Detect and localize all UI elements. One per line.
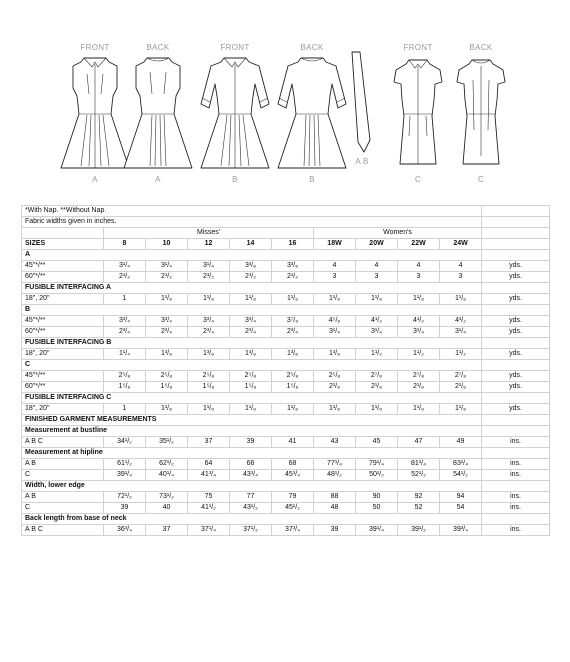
unit-cell bbox=[482, 393, 550, 404]
value-cell: 45¹/₂ bbox=[272, 503, 314, 514]
value-cell: 52¹/₂ bbox=[398, 470, 440, 481]
value-cell: 88 bbox=[314, 492, 356, 503]
row-label: 60"*/** bbox=[22, 327, 104, 338]
dress-view-b-back bbox=[278, 58, 346, 168]
value-cell: 1¹/₈ bbox=[146, 404, 188, 415]
section-label: A bbox=[22, 250, 482, 261]
value-cell: 2⁷/₈ bbox=[440, 371, 482, 382]
code-view-a-back: A bbox=[155, 175, 161, 184]
value-cell: 48¹/₂ bbox=[314, 470, 356, 481]
data-row bbox=[22, 382, 550, 393]
code-tie-belt: A B bbox=[355, 157, 369, 166]
value-cell: 1³/₈ bbox=[188, 349, 230, 360]
value-cell: 39¹/₂ bbox=[398, 525, 440, 536]
data-row bbox=[22, 404, 550, 415]
section-label: FUSIBLE INTERFACING C bbox=[22, 393, 482, 404]
code-view-c-back: C bbox=[477, 175, 485, 184]
size-header: 16 bbox=[272, 239, 314, 250]
size-header: 22W bbox=[398, 239, 440, 250]
unit-cell: yds. bbox=[482, 272, 550, 283]
code-view-c-front: C bbox=[414, 175, 422, 184]
row-label: C bbox=[22, 503, 104, 514]
value-cell: 37¹/₄ bbox=[188, 525, 230, 536]
data-row bbox=[22, 349, 550, 360]
data-row bbox=[22, 459, 550, 470]
value-cell: 41¹/₂ bbox=[188, 503, 230, 514]
value-cell: 2³/₄ bbox=[272, 327, 314, 338]
value-cell: 39 bbox=[230, 437, 272, 448]
value-cell: 1¹/₈ bbox=[356, 404, 398, 415]
section-label: Measurement at hipline bbox=[22, 448, 482, 459]
value-cell: 73¹/₂ bbox=[146, 492, 188, 503]
value-cell: 2⁷/₈ bbox=[398, 371, 440, 382]
value-cell: 1 bbox=[104, 294, 146, 305]
value-cell: 4 bbox=[356, 261, 398, 272]
section-row bbox=[22, 305, 550, 316]
group-spacer bbox=[22, 228, 104, 239]
unit-cell: ins. bbox=[482, 459, 550, 470]
unit-cell bbox=[482, 481, 550, 492]
value-cell: 4 bbox=[440, 261, 482, 272]
row-label: 18", 20" bbox=[22, 404, 104, 415]
size-header: 12 bbox=[188, 239, 230, 250]
yardage-chart bbox=[21, 205, 550, 536]
section-row bbox=[22, 338, 550, 349]
unit-cell: yds. bbox=[482, 294, 550, 305]
value-cell: 34¹/₂ bbox=[104, 437, 146, 448]
unit-cell bbox=[482, 283, 550, 294]
value-cell: 2³/₄ bbox=[230, 327, 272, 338]
value-cell: 1⁵/₈ bbox=[188, 382, 230, 393]
unit-header bbox=[482, 239, 550, 250]
value-cell: 2¹/₂ bbox=[104, 272, 146, 283]
value-cell: 90 bbox=[356, 492, 398, 503]
value-cell: 2¹/₈ bbox=[314, 382, 356, 393]
value-cell: 1¹/₂ bbox=[356, 349, 398, 360]
value-cell: 1³/₈ bbox=[314, 349, 356, 360]
value-cell: 2⁵/₈ bbox=[104, 371, 146, 382]
section-row bbox=[22, 481, 550, 492]
data-row bbox=[22, 470, 550, 481]
value-cell: 39 bbox=[314, 525, 356, 536]
label-back-b: BACK bbox=[300, 43, 324, 52]
value-cell: 49 bbox=[440, 437, 482, 448]
unit-cell: yds. bbox=[482, 316, 550, 327]
value-cell: 1¹/₈ bbox=[230, 294, 272, 305]
unit-cell: yds. bbox=[482, 371, 550, 382]
label-front-c: FRONT bbox=[403, 43, 433, 52]
value-cell: 2⁵/₈ bbox=[146, 371, 188, 382]
value-cell: 41³/₄ bbox=[188, 470, 230, 481]
value-cell: 1³/₈ bbox=[146, 349, 188, 360]
value-cell: 3³/₈ bbox=[230, 261, 272, 272]
value-cell: 3³/₈ bbox=[272, 261, 314, 272]
value-cell: 64 bbox=[188, 459, 230, 470]
data-row bbox=[22, 503, 550, 514]
value-cell: 2¹/₈ bbox=[440, 382, 482, 393]
data-row bbox=[22, 327, 550, 338]
size-header: 24W bbox=[440, 239, 482, 250]
value-cell: 2¹/₂ bbox=[146, 272, 188, 283]
size-header: 8 bbox=[104, 239, 146, 250]
section-row bbox=[22, 283, 550, 294]
label-front-b: FRONT bbox=[220, 43, 250, 52]
unit-cell: yds. bbox=[482, 261, 550, 272]
value-cell: 3³/₄ bbox=[188, 316, 230, 327]
value-cell: 2¹/₈ bbox=[398, 382, 440, 393]
value-cell: 45³/₄ bbox=[272, 470, 314, 481]
value-cell: 3¹/₄ bbox=[440, 327, 482, 338]
value-cell: 3¹/₄ bbox=[188, 261, 230, 272]
row-label: 45"*/** bbox=[22, 261, 104, 272]
unit-cell bbox=[482, 415, 550, 426]
unit-cell bbox=[482, 426, 550, 437]
unit-cell: ins. bbox=[482, 503, 550, 514]
row-label: 60"*/** bbox=[22, 382, 104, 393]
value-cell: 3¹/₄ bbox=[398, 327, 440, 338]
value-cell: 2⁵/₈ bbox=[188, 371, 230, 382]
value-cell: 77 bbox=[230, 492, 272, 503]
code-view-a-front: A bbox=[92, 175, 98, 184]
value-cell: 2³/₄ bbox=[146, 327, 188, 338]
value-cell: 40 bbox=[146, 503, 188, 514]
code-view-b-back: B bbox=[309, 175, 315, 184]
value-cell: 81¹/₄ bbox=[398, 459, 440, 470]
value-cell: 1¹/₈ bbox=[314, 404, 356, 415]
dress-view-c-back bbox=[457, 60, 505, 164]
value-cell: 1¹/₈ bbox=[146, 294, 188, 305]
data-row bbox=[22, 492, 550, 503]
value-cell: 47 bbox=[398, 437, 440, 448]
section-label: Width, lower edge bbox=[22, 481, 482, 492]
value-cell: 61¹/₂ bbox=[104, 459, 146, 470]
value-cell: 1¹/₈ bbox=[272, 404, 314, 415]
group-spacer bbox=[482, 228, 550, 239]
value-cell: 45 bbox=[356, 437, 398, 448]
section-row bbox=[22, 415, 550, 426]
value-cell: 1¹/₄ bbox=[104, 349, 146, 360]
label-back-c: BACK bbox=[469, 43, 493, 52]
data-row bbox=[22, 437, 550, 448]
value-cell: 2⁵/₈ bbox=[314, 371, 356, 382]
unit-cell bbox=[482, 360, 550, 371]
value-cell: 1¹/₈ bbox=[398, 294, 440, 305]
value-cell: 4 bbox=[398, 261, 440, 272]
value-cell: 3¹/₄ bbox=[314, 327, 356, 338]
value-cell: 4¹/₂ bbox=[398, 316, 440, 327]
note-spacer bbox=[482, 217, 550, 228]
unit-cell: yds. bbox=[482, 382, 550, 393]
code-view-b-front: B bbox=[232, 175, 238, 184]
value-cell: 2¹/₈ bbox=[356, 382, 398, 393]
value-cell: 1¹/₂ bbox=[398, 349, 440, 360]
sizes-header-row bbox=[22, 239, 550, 250]
value-cell: 52 bbox=[398, 503, 440, 514]
unit-cell: ins. bbox=[482, 525, 550, 536]
value-cell: 41 bbox=[272, 437, 314, 448]
section-row bbox=[22, 448, 550, 459]
value-cell: 2¹/₂ bbox=[188, 272, 230, 283]
row-label: 45"*/** bbox=[22, 316, 104, 327]
value-cell: 72¹/₂ bbox=[104, 492, 146, 503]
value-cell: 3¹/₄ bbox=[146, 261, 188, 272]
row-label: A B C bbox=[22, 437, 104, 448]
size-header: 10 bbox=[146, 239, 188, 250]
data-row bbox=[22, 316, 550, 327]
value-cell: 1⁵/₈ bbox=[146, 382, 188, 393]
value-cell: 62¹/₂ bbox=[146, 459, 188, 470]
value-cell: 4¹/₂ bbox=[356, 316, 398, 327]
value-cell: 2¹/₂ bbox=[272, 272, 314, 283]
value-cell: 2¹/₂ bbox=[230, 272, 272, 283]
value-cell: 68 bbox=[272, 459, 314, 470]
value-cell: 3³/₄ bbox=[230, 316, 272, 327]
value-cell: 83¹/₄ bbox=[440, 459, 482, 470]
label-front-a: FRONT bbox=[80, 43, 110, 52]
unit-cell bbox=[482, 250, 550, 261]
value-cell: 40¹/₄ bbox=[146, 470, 188, 481]
data-row bbox=[22, 294, 550, 305]
value-cell: 2³/₄ bbox=[188, 327, 230, 338]
value-cell: 1¹/₈ bbox=[398, 404, 440, 415]
value-cell: 2⁵/₈ bbox=[272, 371, 314, 382]
value-cell: 43 bbox=[314, 437, 356, 448]
unit-cell: yds. bbox=[482, 404, 550, 415]
misses-group-header: Misses' bbox=[104, 228, 314, 239]
value-cell: 43¹/₂ bbox=[230, 503, 272, 514]
value-cell: 1⁵/₈ bbox=[272, 382, 314, 393]
value-cell: 92 bbox=[398, 492, 440, 503]
value-cell: 50 bbox=[356, 503, 398, 514]
value-cell: 1¹/₈ bbox=[272, 294, 314, 305]
value-cell: 1³/₈ bbox=[272, 349, 314, 360]
value-cell: 54 bbox=[440, 503, 482, 514]
value-cell: 39³/₄ bbox=[440, 525, 482, 536]
dress-view-b-front bbox=[201, 58, 269, 168]
row-label: 18", 20" bbox=[22, 294, 104, 305]
size-header: 14 bbox=[230, 239, 272, 250]
value-cell: 39¹/₄ bbox=[356, 525, 398, 536]
unit-cell: ins. bbox=[482, 437, 550, 448]
womens-group-header: Women's bbox=[314, 228, 482, 239]
value-cell: 79¹/₄ bbox=[356, 459, 398, 470]
value-cell: 4 bbox=[314, 261, 356, 272]
section-row bbox=[22, 360, 550, 371]
value-cell: 2³/₄ bbox=[104, 327, 146, 338]
unit-cell bbox=[482, 338, 550, 349]
dress-view-a-front bbox=[61, 58, 129, 168]
value-cell: 54¹/₂ bbox=[440, 470, 482, 481]
section-label: C bbox=[22, 360, 482, 371]
value-cell: 77¹/₄ bbox=[314, 459, 356, 470]
size-header: 18W bbox=[314, 239, 356, 250]
section-label: FUSIBLE INTERFACING A bbox=[22, 283, 482, 294]
row-label: C bbox=[22, 470, 104, 481]
row-label: A B C bbox=[22, 525, 104, 536]
section-label: Back length from base of neck bbox=[22, 514, 482, 525]
value-cell: 39¹/₄ bbox=[104, 470, 146, 481]
value-cell: 3³/₄ bbox=[146, 316, 188, 327]
section-label: FUSIBLE INTERFACING B bbox=[22, 338, 482, 349]
row-label: A B bbox=[22, 459, 104, 470]
value-cell: 3 bbox=[398, 272, 440, 283]
dress-view-a-back bbox=[124, 58, 192, 168]
section-row bbox=[22, 250, 550, 261]
value-cell: 37³/₄ bbox=[272, 525, 314, 536]
value-cell: 1¹/₈ bbox=[188, 294, 230, 305]
value-cell: 79 bbox=[272, 492, 314, 503]
value-cell: 3 bbox=[440, 272, 482, 283]
unit-cell: yds. bbox=[482, 349, 550, 360]
data-row bbox=[22, 371, 550, 382]
value-cell: 35¹/₂ bbox=[146, 437, 188, 448]
unit-cell bbox=[482, 305, 550, 316]
value-cell: 50¹/₂ bbox=[356, 470, 398, 481]
unit-cell: ins. bbox=[482, 492, 550, 503]
sizes-header: SIZES bbox=[22, 239, 104, 250]
value-cell: 37 bbox=[188, 437, 230, 448]
row-label: 45"*/** bbox=[22, 371, 104, 382]
value-cell: 2⁵/₈ bbox=[230, 371, 272, 382]
value-cell: 37¹/₂ bbox=[230, 525, 272, 536]
value-cell: 1¹/₈ bbox=[188, 404, 230, 415]
unit-cell bbox=[482, 448, 550, 459]
garment-illustrations bbox=[0, 0, 570, 200]
section-label: B bbox=[22, 305, 482, 316]
value-cell: 1¹/₂ bbox=[440, 349, 482, 360]
value-cell: 1¹/₈ bbox=[230, 404, 272, 415]
value-cell: 3¹/₄ bbox=[104, 261, 146, 272]
value-cell: 1³/₈ bbox=[230, 349, 272, 360]
value-cell: 48 bbox=[314, 503, 356, 514]
section-label: Measurement at bustline bbox=[22, 426, 482, 437]
value-cell: 3 bbox=[314, 272, 356, 283]
data-row bbox=[22, 525, 550, 536]
note-spacer bbox=[482, 206, 550, 217]
value-cell: 1 bbox=[104, 404, 146, 415]
value-cell: 4⁵/₈ bbox=[314, 316, 356, 327]
size-header: 20W bbox=[356, 239, 398, 250]
value-cell: 37 bbox=[146, 525, 188, 536]
value-cell: 39 bbox=[104, 503, 146, 514]
value-cell: 3⁷/₈ bbox=[272, 316, 314, 327]
value-cell: 1¹/₈ bbox=[314, 294, 356, 305]
value-cell: 4¹/₂ bbox=[440, 316, 482, 327]
value-cell: 3 bbox=[356, 272, 398, 283]
value-cell: 75 bbox=[188, 492, 230, 503]
unit-cell: yds. bbox=[482, 327, 550, 338]
value-cell: 1⁵/₈ bbox=[104, 382, 146, 393]
value-cell: 1⁵/₈ bbox=[230, 382, 272, 393]
value-cell: 3³/₄ bbox=[104, 316, 146, 327]
row-label: 18", 20" bbox=[22, 349, 104, 360]
value-cell: 1¹/₈ bbox=[440, 404, 482, 415]
value-cell: 43³/₄ bbox=[230, 470, 272, 481]
unit-cell bbox=[482, 514, 550, 525]
data-row bbox=[22, 261, 550, 272]
value-cell: 66 bbox=[230, 459, 272, 470]
value-cell: 1¹/₈ bbox=[356, 294, 398, 305]
section-label: FINISHED GARMENT MEASUREMENTS bbox=[22, 415, 482, 426]
fabric-width-note: Fabric widths given in inches. bbox=[22, 217, 482, 228]
value-cell: 1¹/₈ bbox=[440, 294, 482, 305]
dress-view-c-front bbox=[394, 60, 442, 164]
tie-belt-drawing bbox=[352, 52, 370, 152]
row-label: 60"*/** bbox=[22, 272, 104, 283]
data-row bbox=[22, 272, 550, 283]
value-cell: 94 bbox=[440, 492, 482, 503]
value-cell: 3¹/₄ bbox=[356, 327, 398, 338]
section-row bbox=[22, 393, 550, 404]
section-row bbox=[22, 514, 550, 525]
nap-note: *With Nap. **Without Nap. bbox=[22, 206, 482, 217]
unit-cell: ins. bbox=[482, 470, 550, 481]
value-cell: 2⁷/₈ bbox=[356, 371, 398, 382]
section-row bbox=[22, 426, 550, 437]
label-back-a: BACK bbox=[146, 43, 170, 52]
row-label: A B bbox=[22, 492, 104, 503]
value-cell: 36³/₄ bbox=[104, 525, 146, 536]
